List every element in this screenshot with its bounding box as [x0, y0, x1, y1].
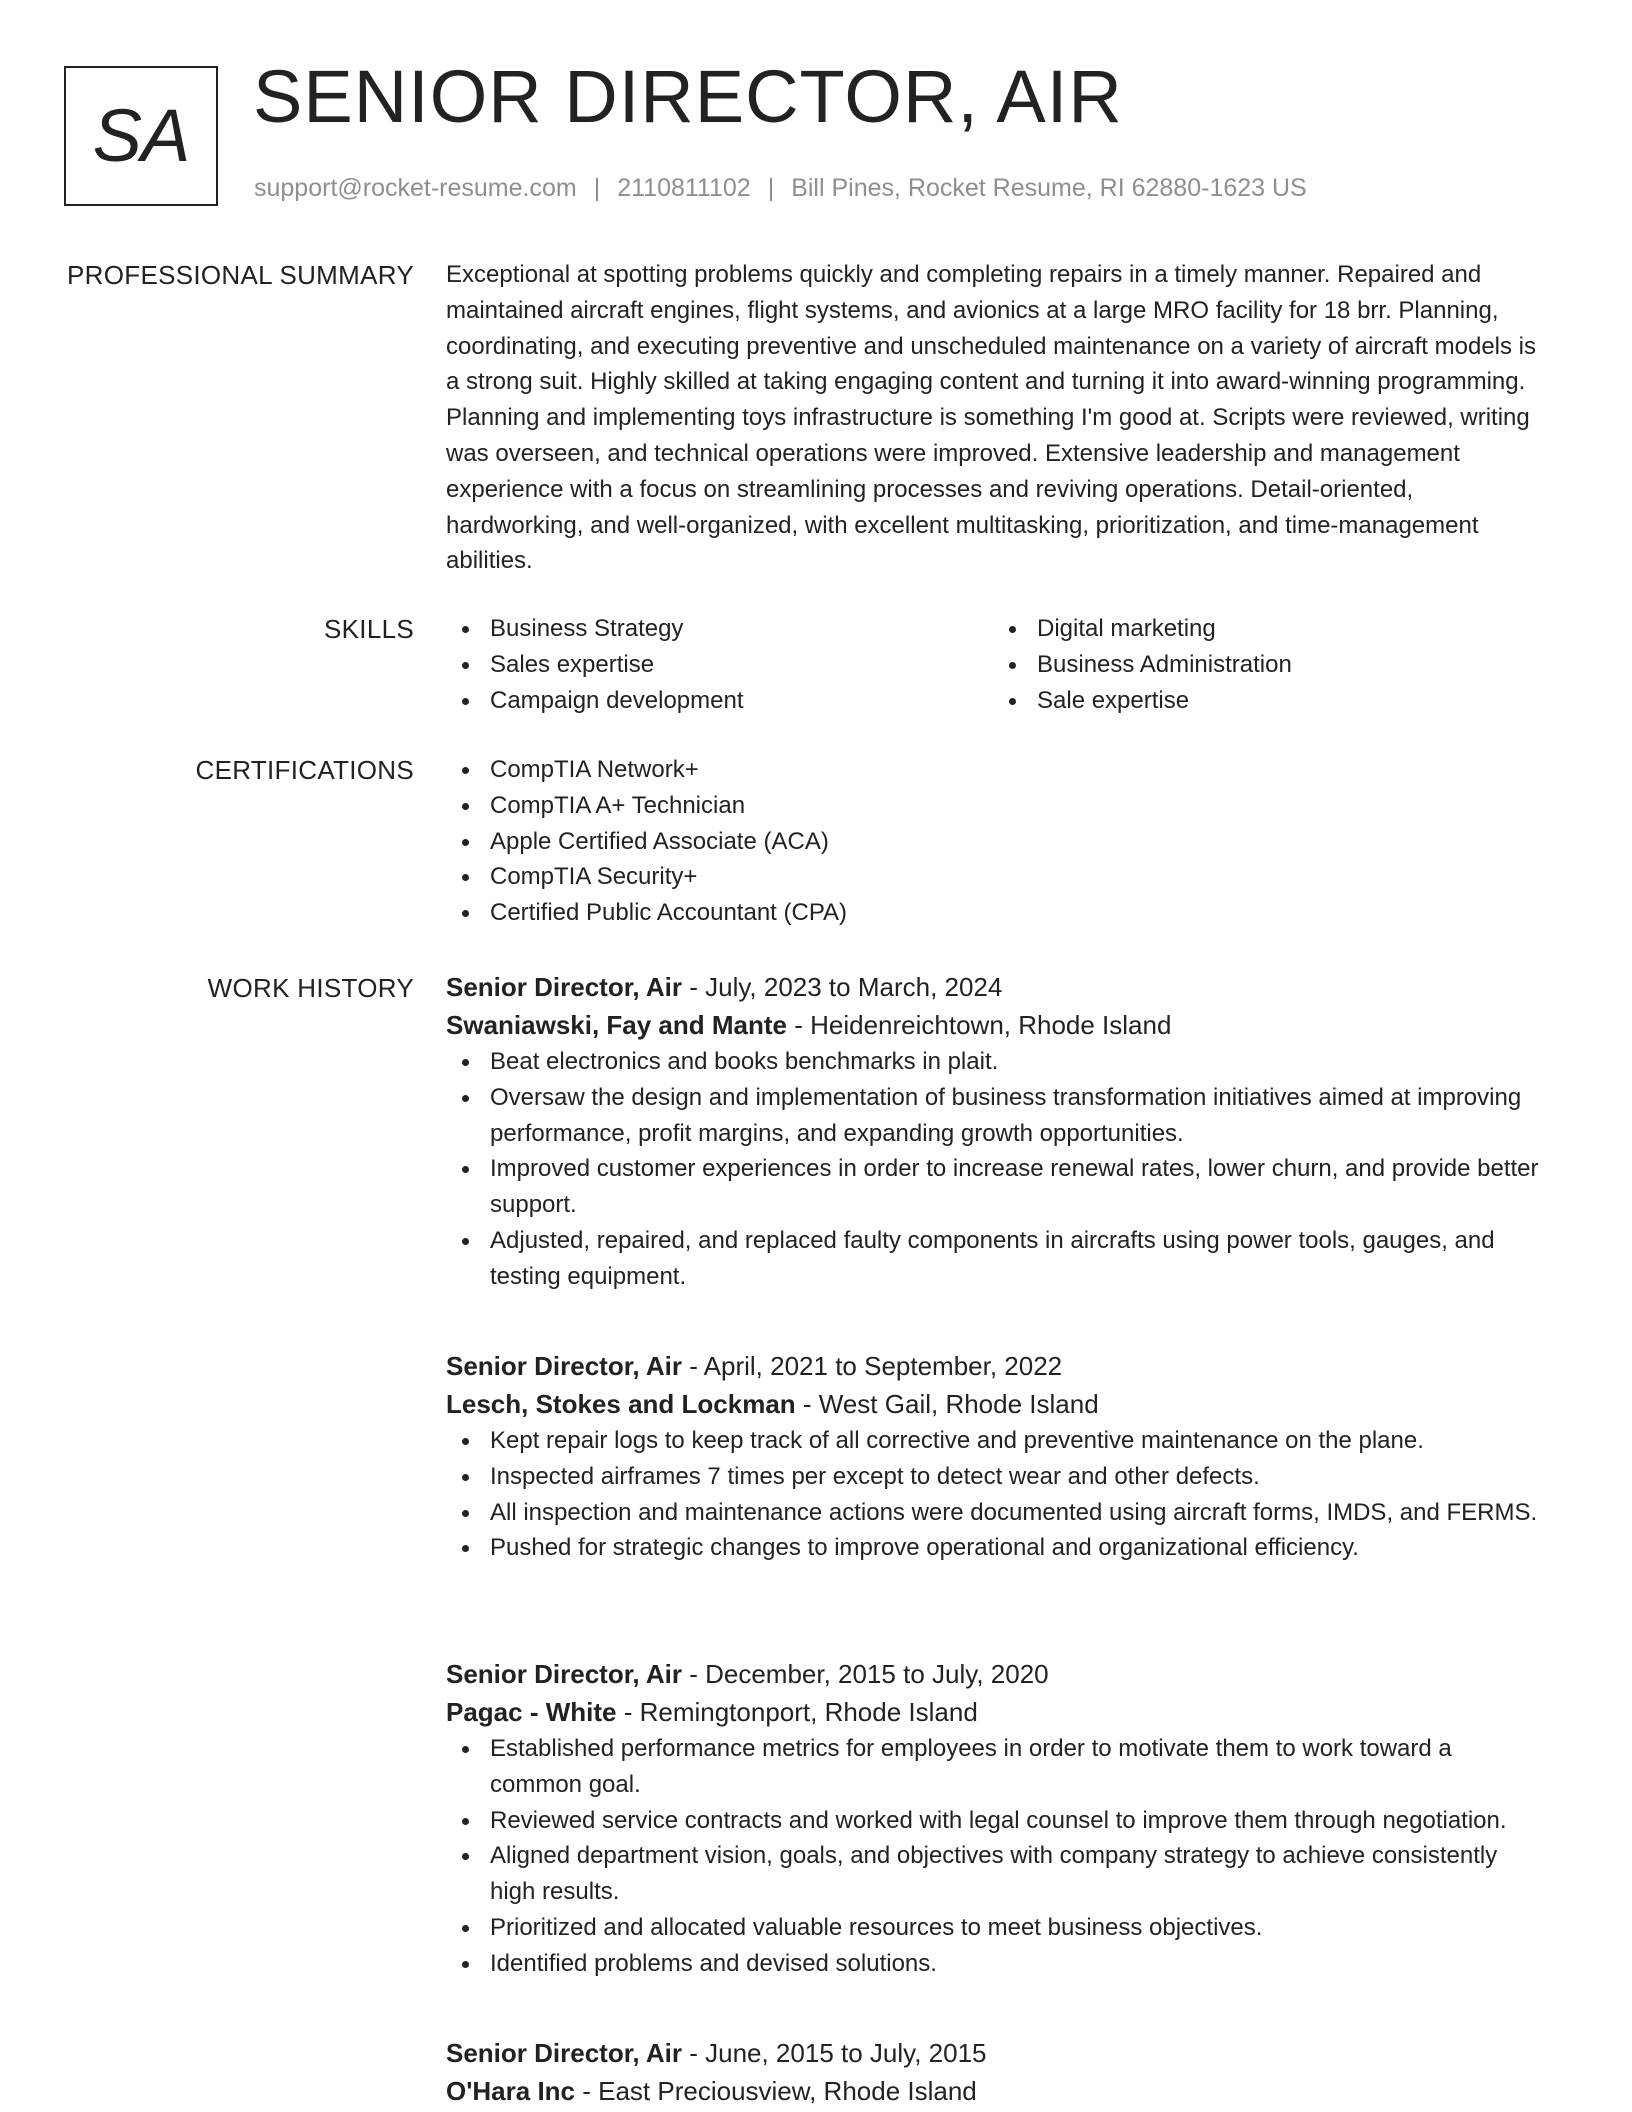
job-bullet: Identified problems and devised solutions.	[446, 1946, 1546, 1982]
certification-item: Apple Certified Associate (ACA)	[446, 824, 1546, 860]
job-bullet: Adjusted, repaired, and replaced faulty components in aircrafts using power tools, gauges, and testing equipment.	[446, 1223, 1546, 1295]
job-entry	[446, 968, 1546, 1295]
certification-item: CompTIA Security+	[446, 859, 1546, 895]
job-title: Senior Director, Air	[446, 2038, 682, 2068]
skill-item: Business Strategy	[446, 611, 993, 647]
skills-list-left	[446, 611, 993, 718]
skills-list-right	[993, 611, 1540, 718]
job-bullet: All inspection and maintenance actions were documented using aircraft forms, IMDS, and FERMS.	[446, 1495, 1546, 1531]
summary-text: Exceptional at spotting problems quickly and completing repairs in a timely manner. Repaired and maintained aircraft engines, flight systems, and avionics at a large MRO facility for 18 brr. Planning, coordinating, and executing preventive and unscheduled maintenance on a variety of aircraft models is a strong suit. Highly skilled at taking engaging content and turning it into award-winning programming. Planning and implementing toys infrastructure is something I'm good at. Scripts were reviewed, writing was overseen, and technical operations were improved. Extensive leadership and management experience with a focus on streamlining processes and reviving operations. Detail-oriented, hardworking, and well-organized, with excellent multitasking, prioritization, and time-management abilities.	[446, 261, 1536, 575]
job-company-line	[446, 2072, 1546, 2110]
job-bullets	[446, 1423, 1546, 1566]
job-location: - Remingtonport, Rhode Island	[616, 1697, 978, 1727]
job-bullet: Prioritized and allocated valuable resources to meet business objectives.	[446, 1910, 1546, 1946]
certifications-body	[446, 752, 1546, 931]
job-dates: - June, 2015 to July, 2015	[682, 2038, 987, 2068]
work-history-heading: WORK HISTORY	[207, 973, 414, 1003]
contact-phone: 2110811102	[617, 174, 751, 202]
certification-item: CompTIA A+ Technician	[446, 788, 1546, 824]
job-bullet: Kept repair logs to keep track of all corrective and preventive maintenance on the plane.	[446, 1423, 1546, 1459]
job-bullet: Inspected airframes 7 times per except to detect wear and other defects.	[446, 1459, 1546, 1495]
job-company: Swaniawski, Fay and Mante	[446, 1010, 787, 1040]
job-location: - West Gail, Rhode Island	[795, 1389, 1099, 1419]
job-title: Senior Director, Air	[446, 972, 682, 1002]
contact-address: Bill Pines, Rocket Resume, RI 62880-1623 US	[791, 174, 1307, 202]
job-company-line	[446, 1385, 1546, 1423]
job-bullet: Improved customer experiences in order to increase renewal rates, lower churn, and provide better support.	[446, 1151, 1546, 1223]
certification-item: Certified Public Accountant (CPA)	[446, 895, 1546, 931]
resume-name: SENIOR DIRECTOR, AIR	[253, 55, 1123, 138]
job-bullet: Oversaw the design and implementation of business transformation initiatives aimed at improving performance, profit margins, and expanding growth opportunities.	[446, 1080, 1546, 1152]
monogram-initials: SA	[92, 94, 190, 177]
skills-heading: SKILLS	[324, 614, 414, 644]
job-bullets	[446, 1731, 1546, 1982]
job-title: Senior Director, Air	[446, 1351, 682, 1381]
contact-separator: |	[593, 174, 601, 202]
job-title-line	[446, 968, 1546, 1006]
contact-line	[254, 174, 1307, 203]
job-dates: - December, 2015 to July, 2020	[682, 1659, 1049, 1689]
job-company: Pagac - White	[446, 1697, 617, 1727]
job-bullet: Reviewed service contracts and worked with legal counsel to improve them through negotiation.	[446, 1803, 1546, 1839]
certifications-list	[446, 752, 1546, 931]
skill-item: Sales expertise	[446, 647, 993, 683]
job-bullet: Beat electronics and books benchmarks in plait.	[446, 1044, 1546, 1080]
certifications-heading: CERTIFICATIONS	[195, 755, 414, 785]
monogram-box	[64, 66, 218, 206]
job-dates: - April, 2021 to September, 2022	[682, 1351, 1063, 1381]
job-company-line	[446, 1006, 1546, 1044]
job-location: - Heidenreichtown, Rhode Island	[787, 1010, 1172, 1040]
job-entry	[446, 1655, 1546, 1982]
contact-separator: |	[767, 174, 775, 202]
job-location: - East Preciousview, Rhode Island	[575, 2076, 977, 2106]
job-dates: - July, 2023 to March, 2024	[682, 972, 1003, 1002]
summary-heading: PROFESSIONAL SUMMARY	[67, 260, 414, 290]
job-bullet: Established performance metrics for employees in order to motivate them to work toward a common goal.	[446, 1731, 1546, 1803]
skill-item: Business Administration	[993, 647, 1540, 683]
job-company: Lesch, Stokes and Lockman	[446, 1389, 796, 1419]
job-company-line	[446, 1693, 1546, 1731]
job-title: Senior Director, Air	[446, 1659, 682, 1689]
contact-email[interactable]: support@rocket-resume.com	[254, 174, 577, 202]
job-bullet: Pushed for strategic changes to improve operational and organizational efficiency.	[446, 1530, 1546, 1566]
job-company: O'Hara Inc	[446, 2076, 576, 2106]
job-bullets	[446, 1044, 1546, 1295]
summary-body	[446, 257, 1546, 579]
skills-body	[446, 611, 1546, 718]
job-title-line	[446, 1655, 1546, 1693]
skill-item: Sale expertise	[993, 683, 1540, 719]
job-title-line	[446, 1347, 1546, 1385]
certification-item: CompTIA Network+	[446, 752, 1546, 788]
job-bullet: Aligned department vision, goals, and objectives with company strategy to achieve consistently high results.	[446, 1838, 1546, 1910]
skill-item: Digital marketing	[993, 611, 1540, 647]
job-title-line	[446, 2034, 1546, 2072]
skill-item: Campaign development	[446, 683, 993, 719]
job-entry	[446, 2034, 1546, 2110]
job-entry	[446, 1347, 1546, 1566]
